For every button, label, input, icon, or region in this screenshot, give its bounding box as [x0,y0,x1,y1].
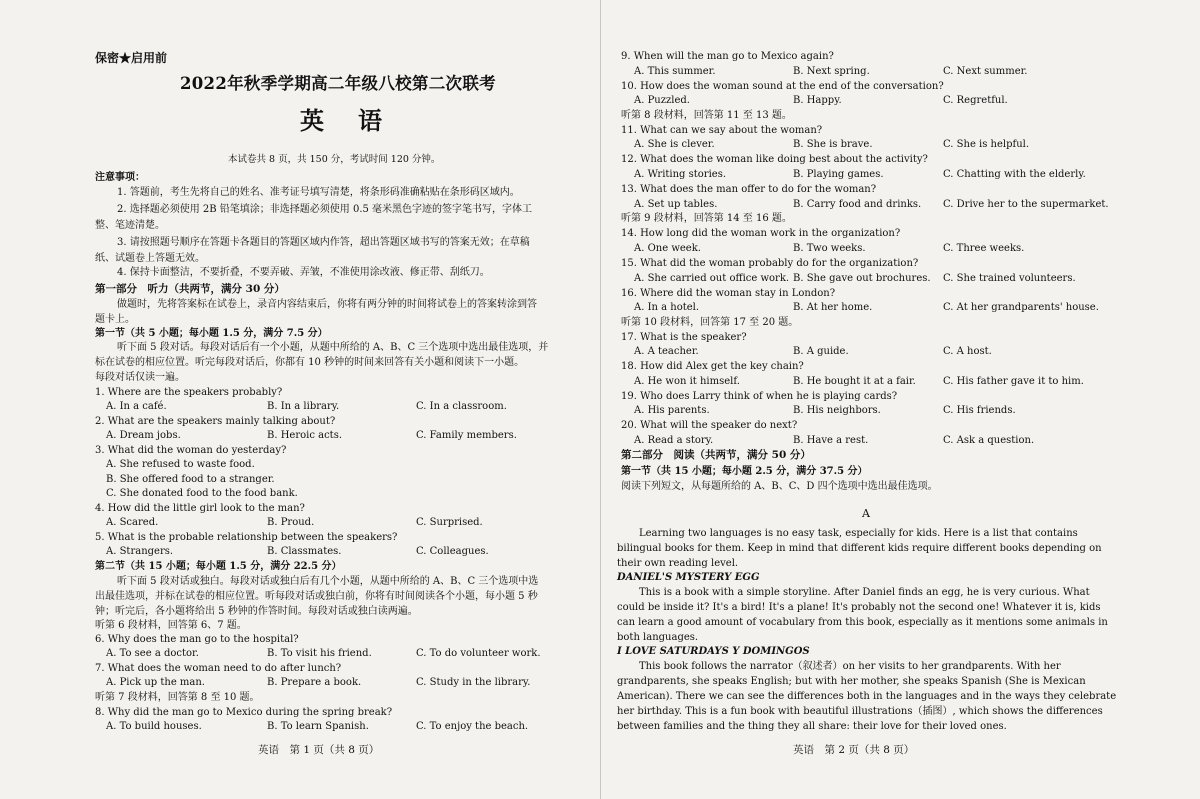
book2-text: American). There we can see the differences both in the languages and in the ways they celebrate [617,691,1117,702]
option-b: B. Two weeks. [793,243,866,254]
note-line: 4. 保持卡面整洁，不要折叠，不要弄破、弄皱，不准使用涂改液、修正带、刮纸刀。 [117,267,490,278]
passage-intro: their own reading level. [617,558,739,569]
question-4: 4. How did the little girl look to the man? [95,503,305,514]
section2-heading: 第二节（共 15 小题；每小题 1.5 分，满分 22.5 分） [95,561,342,572]
question-8: 8. Why did the man go to Mexico during the spring break? [95,707,393,718]
part1-desc: 题卡上。 [95,314,135,325]
book1-text: both languages. [617,632,699,643]
option-a: A. Writing stories. [634,169,727,180]
page-footer: 英语 第 2 页（共 8 页） [793,744,915,756]
option-a: A. One week. [634,243,701,254]
option-c: C. Colleagues. [416,546,489,557]
question-14: 14. How long did the woman work in the organization? [621,228,901,239]
page-2 [600,0,1200,799]
option-b: B. Carry food and drinks. [793,199,922,210]
book2-text: This book follows the narrator（叙述者）on her visits to her grandparents. With her [639,661,1061,672]
note-line: 整、笔迹清楚。 [95,220,165,231]
option-c: C. Family members. [416,430,517,441]
option-c: C. Surprised. [416,517,483,528]
option-c: C. Regretful. [943,95,1008,106]
passage-intro: bilingual books for them. Keep in mind that different kids require different books depending on [617,543,1102,554]
option-a: A. This summer. [634,66,716,77]
option-b: B. She offered food to a stranger. [106,474,275,485]
question-5: 5. What is the probable relationship between the speakers? [95,532,398,543]
option-a: A. Strangers. [106,546,174,557]
question-11: 11. What can we say about the woman? [621,125,823,136]
option-c: C. To do volunteer work. [416,648,541,659]
option-b: B. She gave out brochures. [793,273,931,284]
option-a: A. To see a doctor. [106,648,199,659]
option-c: C. Chatting with the elderly. [943,169,1086,180]
part1-heading: 第一部分 听力（共两节，满分 30 分） [95,283,285,295]
option-a: A. He won it himself. [634,376,740,387]
option-b: B. Playing games. [793,169,884,180]
question-15: 15. What did the woman probably do for the organization? [621,258,919,269]
question-12: 12. What does the woman like doing best about the activity? [621,154,928,165]
notes-heading: 注意事项： [95,172,145,183]
option-a: A. She is clever. [634,139,715,150]
question-9: 9. When will the man go to Mexico again? [621,51,834,62]
section1-heading: 第一节（共 5 小题；每小题 1.5 分，满分 7.5 分） [95,328,328,339]
book1-text: could be inside it? It's a bird! It's a plane! It's probably not the second one! Whatever it is, kids [617,602,1101,613]
section2-desc: 听下面 5 段对话或独白。每段对话或独白后有几个小题，从题中所给的 A、B、C 三个选项中选 [117,576,539,587]
note-line: 2. 选择题必须使用 2B 铅笔填涂；非选择题必须使用 0.5 毫米黑色字迹的签字笔书写，字体工 [117,204,533,215]
section2-desc: 钟；听完后，各小题将给出 5 秒钟的作答时间。每段对话或独白读两遍。 [95,606,418,617]
page-footer: 英语 第 1 页（共 8 页） [258,744,380,756]
part1-desc: 做题时，先将答案标在试卷上，录音内容结束后，你将有两分钟的时间将试卷上的答案转涂到答 [117,299,537,310]
question-13: 13. What does the man offer to do for the woman? [621,184,877,195]
option-a: A. She refused to waste food. [106,459,255,470]
book1-title: DANIEL'S MYSTERY EGG [617,572,760,583]
option-a: A. She carried out office work. [634,273,790,284]
book1-text: can learn a good amount of vocabulary from this book, especially as it mentions some animals in [617,617,1108,628]
material-note: 听第 6 段材料，回答第 6、7 题。 [95,620,247,631]
question-10: 10. How does the woman sound at the end of the conversation? [621,81,944,92]
option-b: B. His neighbors. [793,405,881,416]
question-7: 7. What does the woman need to do after lunch? [95,663,342,674]
material-note: 听第 9 段材料，回答第 14 至 16 题。 [621,213,792,224]
book1-text: This is a book with a simple storyline. After Daniel finds an egg, he is very curious. What [639,587,1090,598]
part2-section1-heading: 第一节（共 15 小题；每小题 2.5 分，满分 37.5 分） [621,466,868,477]
question-6: 6. Why does the man go to the hospital? [95,634,299,645]
option-c: C. Next summer. [943,66,1028,77]
option-c: C. At her grandparents' house. [943,302,1099,313]
note-line: 3. 请按照题号顺序在答题卡各题目的答题区域内作答，超出答题区域书写的答案无效；在草稿 [117,237,530,248]
option-a: A. A teacher. [634,346,699,357]
section2-desc: 出最佳选项，并标在试卷的相应位置。听每段对话或独白前，你将有时间阅读各个小题，每小题 5 秒 [95,591,538,602]
option-a: A. To build houses. [106,721,202,732]
passage-intro: Learning two languages is no easy task, especially for kids. Here is a list that contains [639,528,1078,539]
note-line: 纸、试题卷上答题无效。 [95,253,205,264]
question-19: 19. Who does Larry think of when he is playing cards? [621,391,898,402]
option-b: B. He bought it at a fair. [793,376,916,387]
option-b: B. Prepare a book. [267,677,362,688]
option-c: C. She is helpful. [943,139,1030,150]
option-c: C. In a classroom. [416,401,507,412]
question-16: 16. Where did the woman stay in London? [621,288,836,299]
exam-title: 2022年秋季学期高二年级八校第二次联考 [180,74,496,93]
part2-instruction: 阅读下列短文，从每题所给的 A、B、C、D 四个选项中选出最佳选项。 [621,481,938,492]
option-c: C. To enjoy the beach. [416,721,529,732]
note-line: 1. 答题前，考生先将自己的姓名、准考证号填写清楚，将条形码准确粘贴在条形码区域内。 [117,187,520,198]
option-c: C. She trained volunteers. [943,273,1076,284]
material-note: 听第 8 段材料，回答第 11 至 13 题。 [621,110,792,121]
option-b: B. Proud. [267,517,315,528]
option-a: A. Dream jobs. [106,430,181,441]
question-1: 1. Where are the speakers probably? [95,387,283,398]
section1-desc: 标在试卷的相应位置。听完每段对话后，你都有 10 秒钟的时间来回答有关小题和阅读下一小题。 [95,357,525,368]
option-b: B. At her home. [793,302,873,313]
option-a: A. Set up tables. [634,199,718,210]
book2-text: her birthday. This is a fun book with beautiful illustrations（插图）, which shows the differences [617,706,1103,717]
material-note: 听第 7 段材料，回答第 8 至 10 题。 [95,692,260,703]
option-a: A. In a café. [106,401,167,412]
option-c: C. Three weeks. [943,243,1025,254]
option-b: B. In a library. [267,401,340,412]
option-a: A. Read a story. [634,435,714,446]
option-b: B. Happy. [793,95,842,106]
option-a: A. Scared. [106,517,159,528]
confidential-mark: 保密★启用前 [95,51,168,65]
option-a: A. In a hotel. [634,302,700,313]
section1-desc: 听下面 5 段对话。每段对话后有一个小题，从题中所给的 A、B、C 三个选项中选出最佳选项，并 [117,342,549,353]
question-3: 3. What did the woman do yesterday? [95,445,287,456]
book2-title: I LOVE SATURDAYS Y DOMINGOS [617,646,810,657]
question-18: 18. How did Alex get the key chain? [621,361,804,372]
material-note: 听第 10 段材料，回答第 17 至 20 题。 [621,317,799,328]
section1-desc: 每段对话仅读一遍。 [95,372,185,383]
option-a: A. Puzzled. [634,95,690,106]
passage-label: A [862,507,870,520]
book2-text: grandparents, she speaks English; but with her mother, she speaks Spanish (She is Mexican [617,676,1086,687]
option-b: B. To visit his friend. [267,648,372,659]
option-b: B. To learn Spanish. [267,721,369,732]
option-c: C. She donated food to the food bank. [106,488,298,499]
part2-heading: 第二部分 阅读（共两节，满分 50 分） [621,449,811,461]
option-b: B. Have a rest. [793,435,869,446]
subject-title: 英语 [300,106,416,135]
option-b: B. Next spring. [793,66,870,77]
book2-text: between families and the thing they all share: their love for their loved ones. [617,721,1007,732]
option-b: B. Heroic acts. [267,430,343,441]
question-20: 20. What will the speaker do next? [621,420,798,431]
option-c: C. A host. [943,346,992,357]
option-c: C. Ask a question. [943,435,1035,446]
option-c: C. Drive her to the supermarket. [943,199,1109,210]
option-c: C. His father gave it to him. [943,376,1084,387]
option-b: B. She is brave. [793,139,873,150]
question-17: 17. What is the speaker? [621,332,747,343]
option-b: B. A guide. [793,346,849,357]
option-a: A. His parents. [634,405,710,416]
option-b: B. Classmates. [267,546,342,557]
exam-info: 本试卷共 8 页，共 150 分，考试时间 120 分钟。 [228,154,441,165]
option-a: A. Pick up the man. [106,677,205,688]
question-2: 2. What are the speakers mainly talking about? [95,416,336,427]
option-c: C. Study in the library. [416,677,531,688]
option-c: C. His friends. [943,405,1016,416]
